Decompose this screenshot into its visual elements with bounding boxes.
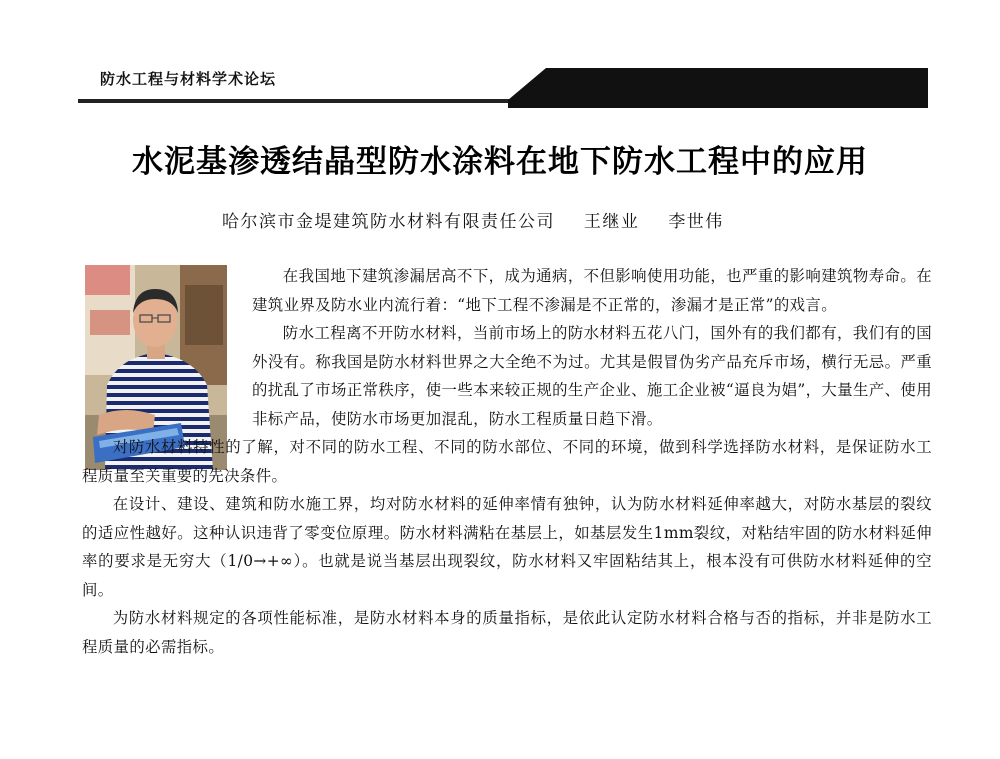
paragraph: 为防水材料规定的各项性能标准，是防水材料本身的质量指标，是依此认定防水材料合格与否的指标，并非是防水工程质量的必需指标。 [82, 609, 932, 656]
paragraph: 在我国地下建筑渗漏居高不下，成为通病，不但影响使用功能，也严重的影响建筑物寿命。在建筑业界及防水业内流行着：“地下工程不渗漏是不正常的，渗漏才是正常”的戏言。 [252, 267, 932, 314]
paragraph: 对防水材料特性的了解，对不同的防水工程、不同的防水部位、不同的环境，做到科学选择防水材料，是保证防水工程质量至关重要的先决条件。 [82, 438, 932, 485]
article-body [82, 262, 932, 661]
section-label: 防水工程与材料学术论坛 [100, 70, 277, 88]
author-name: 李世伟 [668, 212, 724, 232]
paragraph: 防水工程离不开防水材料，当前市场上的防水材料五花八门，国外有的我们都有，我们有的国外没有。称我国是防水材料世界之大全绝不为过。尤其是假冒伪劣产品充斥市场，横行无忌。严重的扰乱了市场正常秩序，使一些本来较正规的生产企业、施工企业被“逼良为娼”，大量生产、使用非标产品，使防水市场更加混乱，防水工程质量日趋下滑。 [252, 324, 932, 428]
byline [222, 207, 746, 232]
author-name: 王继业 [583, 212, 640, 232]
paragraph: 在设计、建设、建筑和防水施工界，均对防水材料的延伸率情有独钟，认为防水材料延伸率越大，对防水基层的裂纹的适应性越好。这种认识违背了零变位原理。防水材料满粘在基层上，如基层发生1mm裂纹，对粘结牢固的防水材料延伸率的要求是无穷大（1/0→+∞）。也就是说当基层出现裂纹，防水材料又牢固粘结其上，根本没有可供防水材料延伸的空间。 [82, 495, 932, 599]
article-title: 水泥基渗透结晶型防水涂料在地下防水工程中的应用 [132, 144, 868, 180]
affiliation: 哈尔滨市金堤建筑防水材料有限责任公司 [222, 212, 555, 232]
